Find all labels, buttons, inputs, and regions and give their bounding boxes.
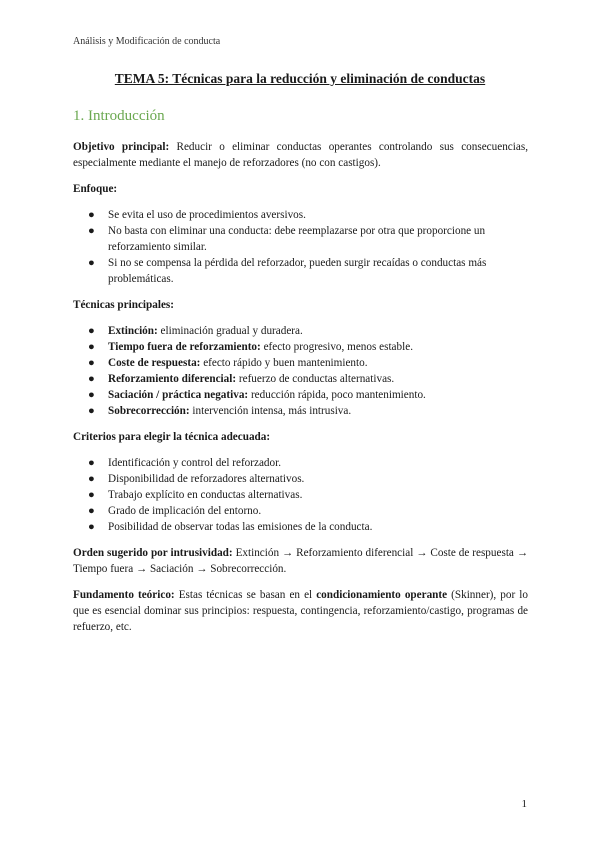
list-item: ● Disponibilidad de reforzadores alternativos. <box>88 473 305 485</box>
bullet-icon: ● <box>88 357 95 369</box>
objetivo-label: Objetivo principal: <box>73 141 170 153</box>
list-item: ● Identificación y control del reforzador. <box>88 457 282 469</box>
objetivo-paragraph <box>73 139 528 171</box>
bullet-icon: ● <box>88 457 95 469</box>
objetivo-text: Reducir o eliminar conductas operantes controlando sus consecuencias, especialmente mediante el manejo de reforzadores (no con castigos). <box>73 141 528 169</box>
list-item: ● Se evita el uso de procedimientos aversivos. <box>88 209 306 221</box>
bullet-icon: ● <box>88 341 95 353</box>
list-item: ● Reforzamiento diferencial: refuerzo de conductas alternativas. <box>88 373 395 385</box>
list-item: ● Coste de respuesta: efecto rápido y buen mantenimiento. <box>88 357 368 369</box>
list-item: ● Posibilidad de observar todas las emisiones de la conducta. <box>88 521 373 533</box>
bullet-icon: ● <box>88 505 95 517</box>
document-body <box>73 139 528 635</box>
bullet-icon: ● <box>88 405 95 417</box>
list-item: ● Tiempo fuera de reforzamiento: efecto progresivo, menos estable. <box>88 341 413 353</box>
list-item: ● Sobrecorrección: intervención intensa, más intrusiva. <box>88 405 352 417</box>
bullet-icon: ● <box>88 209 95 221</box>
bullet-icon: ● <box>88 521 95 533</box>
bullet-icon: ● <box>88 257 95 269</box>
list-item: ● Extinción: eliminación gradual y duradera. <box>88 325 303 337</box>
section-heading: 1. Introducción <box>73 108 165 124</box>
bullet-icon: ● <box>88 389 95 401</box>
orden-label: Orden sugerido por intrusividad: <box>73 547 233 559</box>
list-item: ● Trabajo explícito en conductas alternativas. <box>88 489 303 501</box>
tecnicas-heading: Técnicas principales: <box>73 299 174 311</box>
criterios-list <box>73 455 528 535</box>
list-item: ● No basta con eliminar una conducta: debe reemplazarse por otra que proporcione un reforzamiento similar. <box>88 225 486 253</box>
bullet-icon: ● <box>88 473 95 485</box>
bullet-icon: ● <box>88 489 95 501</box>
document-title: TEMA 5: Técnicas para la reducción y eliminación de conductas <box>114 71 486 86</box>
fundamento-paragraph: Fundamento teórico: Estas técnicas se basan en el condicionamiento operante (Skinner), por lo que es esencial dominar sus principios: respuesta, contingencia, reforzamiento/castigo, programas de refuerzo, etc. <box>73 589 528 633</box>
fundamento-label: Fundamento teórico: <box>73 589 175 601</box>
bullet-icon: ● <box>88 225 95 237</box>
enfoque-heading: Enfoque: <box>73 183 118 195</box>
orden-paragraph <box>73 545 528 577</box>
list-item: ● Grado de implicación del entorno. <box>88 505 262 517</box>
running-header: Análisis y Modificación de conducta <box>73 36 221 47</box>
list-item: ● Saciación / práctica negativa: reducción rápida, poco mantenimiento. <box>88 389 426 401</box>
enfoque-list <box>73 207 528 287</box>
fundamento-emphasis: condicionamiento operante <box>316 589 448 601</box>
bullet-icon: ● <box>88 373 95 385</box>
page-number: 1 <box>521 798 527 810</box>
orden-text: Extinción → Reforzamiento diferencial → Coste de respuesta → Tiempo fuera → Saciación → Sobrecorrección. <box>73 547 529 575</box>
tecnicas-list <box>73 323 528 419</box>
bullet-icon: ● <box>88 325 95 337</box>
list-item: ● Si no se compensa la pérdida del reforzador, pueden surgir recaídas o conductas más problemáticas. <box>88 257 487 285</box>
criterios-heading: Criterios para elegir la técnica adecuada: <box>73 431 271 443</box>
